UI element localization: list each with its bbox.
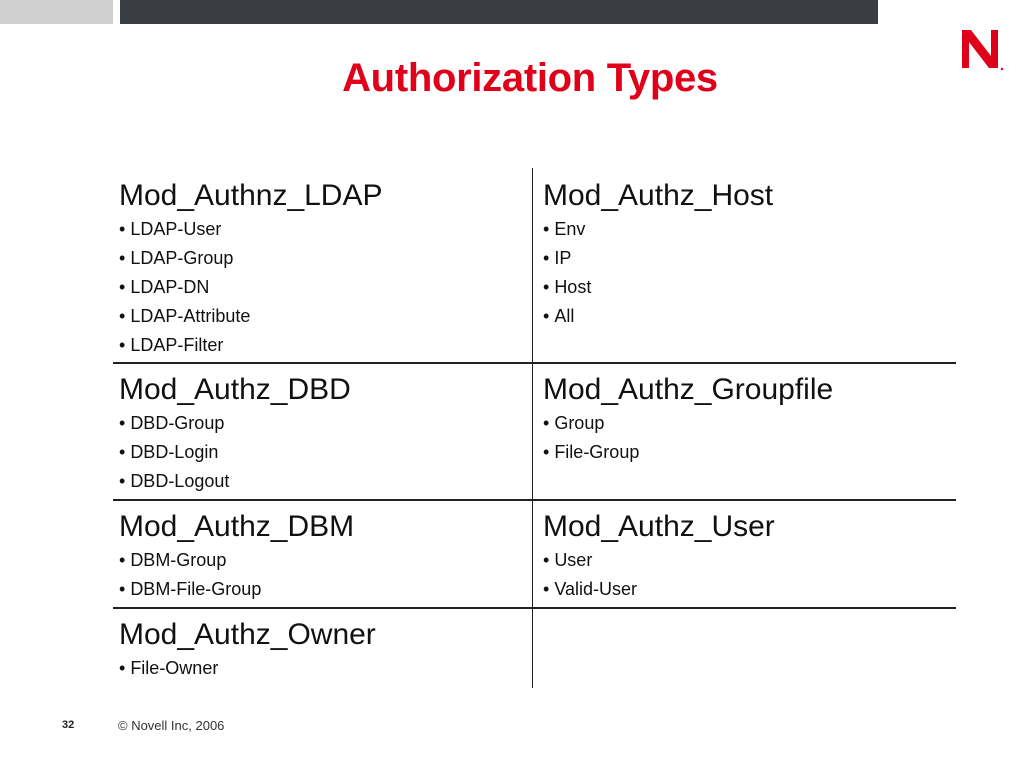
copyright-text: © Novell Inc, 2006	[118, 718, 225, 733]
cell-list	[119, 215, 383, 360]
list-item: • LDAP-Attribute	[119, 302, 383, 331]
list-item: • File-Group	[543, 438, 833, 467]
cell-heading: Mod_Authz_Host	[543, 179, 774, 212]
cell-heading: Mod_Authnz_LDAP	[119, 179, 383, 212]
cell-list	[543, 215, 773, 331]
cell-list	[119, 654, 376, 683]
list-item: • LDAP-Filter	[119, 331, 383, 360]
list-item: • LDAP-Group	[119, 244, 383, 273]
list-item: • All	[543, 302, 773, 331]
cell-list	[543, 409, 833, 467]
list-item: • IP	[543, 244, 773, 273]
list-item: • LDAP-User	[119, 215, 383, 244]
cell-heading: Mod_Authz_User	[543, 510, 775, 543]
list-item: • DBD-Logout	[119, 467, 351, 496]
list-item: • Group	[543, 409, 833, 438]
cell-heading: Mod_Authz_Groupfile	[543, 373, 834, 406]
row-divider	[113, 499, 956, 501]
cell-mod-authz-groupfile	[543, 371, 833, 467]
cell-list	[543, 546, 775, 604]
list-item: • DBM-Group	[119, 546, 354, 575]
list-item: • Host	[543, 273, 773, 302]
cell-heading: Mod_Authz_DBM	[119, 510, 355, 543]
row-divider	[113, 607, 956, 609]
cell-mod-authz-user	[543, 508, 775, 604]
list-item: • LDAP-DN	[119, 273, 383, 302]
cell-mod-authz-dbd	[119, 371, 351, 496]
cell-list	[119, 546, 354, 604]
list-item: • Env	[543, 215, 773, 244]
cell-mod-authz-owner	[119, 616, 376, 683]
cell-mod-authz-dbm	[119, 508, 354, 604]
list-item: • DBD-Login	[119, 438, 351, 467]
cell-mod-authnz-ldap	[119, 177, 383, 360]
slide-title: Authorization Types	[342, 56, 718, 100]
cell-heading: Mod_Authz_Owner	[119, 618, 376, 651]
cell-heading: Mod_Authz_DBD	[119, 373, 351, 406]
row-divider	[113, 362, 956, 364]
cell-mod-authz-host	[543, 177, 773, 331]
list-item: • DBD-Group	[119, 409, 351, 438]
list-item: • DBM-File-Group	[119, 575, 354, 604]
list-item: • File-Owner	[119, 654, 376, 683]
page-number: 32	[62, 719, 75, 731]
column-divider	[532, 168, 533, 688]
list-item: • User	[543, 546, 775, 575]
cell-list	[119, 409, 351, 496]
list-item: • Valid-User	[543, 575, 775, 604]
